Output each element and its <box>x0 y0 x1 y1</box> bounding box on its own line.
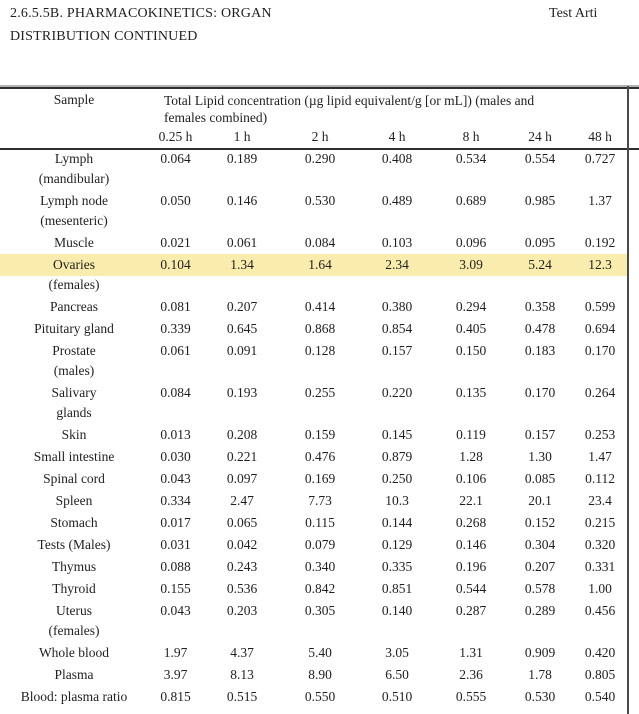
sample-label: Tests (Males) <box>37 537 111 552</box>
value-cell: 0.578 <box>524 581 556 596</box>
table-row <box>0 318 627 340</box>
value-cell: 6.50 <box>385 667 409 682</box>
value-cell: 0.815 <box>160 689 191 704</box>
concentration-group-header-text: Total Lipid concentration (µg lipid equivalent/g [or mL]) (males and females combined) <box>164 93 535 125</box>
empty-value-cell <box>148 622 203 642</box>
sample-label: Prostate <box>52 343 96 358</box>
value-cell: 0.334 <box>160 493 191 508</box>
empty-value-cell <box>359 404 435 424</box>
value-cell: 3.09 <box>435 254 507 276</box>
value-cell: 0.207 <box>226 299 258 314</box>
value-cell: 0.112 <box>585 471 615 486</box>
value-cell: 0.489 <box>381 193 413 208</box>
empty-value-cell <box>573 212 627 232</box>
value-cell: 0.081 <box>160 299 191 314</box>
value-cell: 0.144 <box>381 515 413 530</box>
sample-label: Ovaries <box>0 254 148 276</box>
sample-label: Pancreas <box>50 299 98 314</box>
time-header-cell: 8 h <box>462 129 480 144</box>
value-cell: 0.021 <box>160 235 191 250</box>
value-cell: 0.408 <box>381 151 413 166</box>
value-cell: 0.031 <box>160 537 191 552</box>
empty-value-cell <box>507 362 573 382</box>
concentration-group-header <box>148 90 627 128</box>
table-row <box>0 296 627 318</box>
value-cell: 0.043 <box>160 603 191 618</box>
value-cell: 22.1 <box>459 493 483 508</box>
value-cell: 10.3 <box>385 493 409 508</box>
value-cell: 1.34 <box>203 254 281 276</box>
value-cell: 1.28 <box>459 449 483 464</box>
value-cell: 1.30 <box>528 449 552 464</box>
empty-value-cell <box>435 212 507 232</box>
value-cell: 0.084 <box>304 235 336 250</box>
sample-sublabel: (females) <box>48 623 100 638</box>
value-cell: 0.540 <box>584 689 616 704</box>
value-cell: 0.243 <box>226 559 258 574</box>
table-top-rule-dark <box>0 87 639 89</box>
value-cell: 0.103 <box>381 235 413 250</box>
table-row <box>0 512 627 534</box>
sample-label: Lymph node <box>40 193 108 208</box>
table-row <box>0 340 627 362</box>
empty-value-cell <box>435 404 507 424</box>
time-header-cell: 0.25 h <box>158 129 193 144</box>
time-header-cell: 2 h <box>311 129 329 144</box>
value-cell: 0.420 <box>584 645 616 660</box>
value-cell: 0.135 <box>455 385 487 400</box>
table-row <box>0 490 627 512</box>
value-cell: 12.3 <box>573 254 627 276</box>
value-cell: 0.290 <box>304 151 336 166</box>
value-cell: 0.304 <box>524 537 556 552</box>
value-cell: 0.805 <box>584 667 616 682</box>
table-row <box>0 148 627 170</box>
sample-label: Salivary <box>51 385 97 400</box>
page-title-line1: 2.6.5.5B. PHARMACOKINETICS: ORGAN <box>10 6 272 21</box>
value-cell: 23.4 <box>588 493 612 508</box>
table-row-sublabel <box>0 362 627 382</box>
value-cell: 0.152 <box>524 515 556 530</box>
value-cell: 0.140 <box>381 603 413 618</box>
value-cell: 0.043 <box>160 471 191 486</box>
empty-value-cell <box>507 276 573 296</box>
table-row <box>0 254 627 276</box>
empty-value-cell <box>148 404 203 424</box>
value-cell: 0.339 <box>160 321 191 336</box>
value-cell: 0.985 <box>524 193 556 208</box>
table-row-sublabel <box>0 212 627 232</box>
value-cell: 2.36 <box>459 667 483 682</box>
value-cell: 0.091 <box>226 343 258 358</box>
empty-value-cell <box>203 276 281 296</box>
value-cell: 0.042 <box>226 537 258 552</box>
value-cell: 5.40 <box>308 645 332 660</box>
time-header-cell: 4 h <box>388 129 406 144</box>
value-cell: 0.013 <box>160 427 191 442</box>
value-cell: 0.128 <box>304 343 336 358</box>
empty-value-cell <box>281 404 359 424</box>
value-cell: 0.170 <box>584 343 616 358</box>
value-cell: 0.196 <box>455 559 487 574</box>
sample-label: Stomach <box>50 515 98 530</box>
value-cell: 0.555 <box>455 689 487 704</box>
value-cell: 0.215 <box>584 515 616 530</box>
table-row <box>0 468 627 490</box>
value-cell: 0.335 <box>381 559 413 574</box>
empty-value-cell <box>573 404 627 424</box>
value-cell: 0.017 <box>160 515 191 530</box>
sample-label: Thyroid <box>52 581 96 596</box>
value-cell: 4.37 <box>230 645 254 660</box>
empty-value-cell <box>435 622 507 642</box>
value-cell: 8.90 <box>308 667 332 682</box>
empty-value-cell <box>203 404 281 424</box>
value-cell: 2.34 <box>359 254 435 276</box>
value-cell: 0.192 <box>584 235 616 250</box>
value-cell: 0.689 <box>455 193 487 208</box>
empty-header-cell <box>0 128 148 148</box>
value-cell: 0.220 <box>381 385 413 400</box>
empty-value-cell <box>359 212 435 232</box>
empty-value-cell <box>507 622 573 642</box>
value-cell: 0.305 <box>304 603 336 618</box>
value-cell: 0.478 <box>524 321 556 336</box>
table-row <box>0 190 627 212</box>
value-cell: 0.207 <box>524 559 556 574</box>
value-cell: 0.320 <box>584 537 616 552</box>
header-row-group <box>0 90 627 128</box>
value-cell: 0.331 <box>584 559 616 574</box>
value-cell: 0.851 <box>381 581 413 596</box>
value-cell: 0.106 <box>455 471 487 486</box>
empty-value-cell <box>435 170 507 190</box>
value-cell: 0.534 <box>455 151 487 166</box>
sample-sublabel: (mesenteric) <box>40 213 108 228</box>
value-cell: 0.854 <box>381 321 413 336</box>
value-cell: 0.084 <box>160 385 191 400</box>
sample-label: Spleen <box>55 493 93 508</box>
value-cell: 0.909 <box>524 645 556 660</box>
value-cell: 0.510 <box>381 689 413 704</box>
value-cell: 0.842 <box>304 581 336 596</box>
value-cell: 0.268 <box>455 515 487 530</box>
value-cell: 0.157 <box>381 343 413 358</box>
empty-value-cell <box>148 212 203 232</box>
pharmacokinetics-table <box>0 90 627 708</box>
table-row-sublabel <box>0 622 627 642</box>
sample-sublabel: (mandibular) <box>38 171 110 186</box>
value-cell: 0.183 <box>524 343 556 358</box>
value-cell: 0.129 <box>381 537 413 552</box>
value-cell: 0.208 <box>226 427 258 442</box>
time-header-cell: 1 h <box>233 129 251 144</box>
value-cell: 0.255 <box>304 385 336 400</box>
value-cell: 0.550 <box>304 689 336 704</box>
value-cell: 7.73 <box>308 493 332 508</box>
value-cell: 0.169 <box>304 471 336 486</box>
value-cell: 0.203 <box>226 603 258 618</box>
empty-value-cell <box>573 362 627 382</box>
empty-value-cell <box>359 362 435 382</box>
value-cell: 0.097 <box>226 471 258 486</box>
value-cell: 0.064 <box>160 151 191 166</box>
sample-label: Spinal cord <box>43 471 105 486</box>
value-cell: 0.150 <box>455 343 487 358</box>
value-cell: 0.530 <box>524 689 556 704</box>
value-cell: 2.47 <box>230 493 254 508</box>
table-row-sublabel <box>0 404 627 424</box>
empty-value-cell <box>507 170 573 190</box>
table-right-rule <box>627 86 629 714</box>
empty-value-cell <box>281 276 359 296</box>
value-cell: 0.515 <box>226 689 258 704</box>
sample-sublabel: (females) <box>48 277 100 292</box>
empty-value-cell <box>573 622 627 642</box>
table-row <box>0 664 627 686</box>
value-cell: 0.694 <box>584 321 616 336</box>
value-cell: 0.599 <box>584 299 616 314</box>
value-cell: 0.145 <box>381 427 413 442</box>
value-cell: 0.221 <box>226 449 258 464</box>
empty-value-cell <box>281 170 359 190</box>
table-row <box>0 446 627 468</box>
value-cell: 1.47 <box>588 449 612 464</box>
value-cell: 0.530 <box>304 193 336 208</box>
sample-sublabel: (males) <box>53 363 95 378</box>
sample-sublabel: glands <box>56 405 92 420</box>
value-cell: 0.170 <box>524 385 556 400</box>
empty-value-cell <box>203 170 281 190</box>
value-cell: 0.250 <box>381 471 413 486</box>
value-cell: 1.31 <box>459 645 483 660</box>
time-header-cell: 24 h <box>528 129 552 144</box>
value-cell: 0.358 <box>524 299 556 314</box>
sample-label: Muscle <box>54 235 94 250</box>
value-cell: 0.294 <box>455 299 487 314</box>
value-cell: 0.456 <box>584 603 616 618</box>
table-row <box>0 556 627 578</box>
empty-value-cell <box>148 276 203 296</box>
value-cell: 0.050 <box>160 193 191 208</box>
page-header-right: Test Arti <box>549 6 598 21</box>
sample-label: Skin <box>61 427 87 442</box>
empty-value-cell <box>573 276 627 296</box>
sample-label: Blood: plasma ratio <box>20 689 128 704</box>
table-row <box>0 578 627 600</box>
value-cell: 1.64 <box>281 254 359 276</box>
empty-value-cell <box>203 212 281 232</box>
value-cell: 0.868 <box>304 321 336 336</box>
sample-label: Lymph <box>54 151 94 166</box>
empty-value-cell <box>573 170 627 190</box>
value-cell: 0.189 <box>226 151 258 166</box>
empty-value-cell <box>148 170 203 190</box>
empty-value-cell <box>435 276 507 296</box>
empty-value-cell <box>507 404 573 424</box>
value-cell: 0.115 <box>305 515 335 530</box>
empty-value-cell <box>148 362 203 382</box>
empty-value-cell <box>359 276 435 296</box>
table-row <box>0 686 627 708</box>
page-title-line2: DISTRIBUTION CONTINUED <box>10 29 198 44</box>
value-cell: 0.079 <box>304 537 336 552</box>
value-cell: 3.97 <box>163 667 188 682</box>
value-cell: 3.05 <box>385 645 409 660</box>
value-cell: 0.085 <box>524 471 556 486</box>
value-cell: 0.476 <box>304 449 336 464</box>
value-cell: 0.155 <box>160 581 191 596</box>
value-cell: 0.146 <box>455 537 487 552</box>
value-cell: 0.289 <box>524 603 556 618</box>
value-cell: 0.061 <box>160 343 191 358</box>
header-row-times <box>0 128 627 148</box>
value-cell: 0.544 <box>455 581 487 596</box>
table-row <box>0 534 627 556</box>
empty-value-cell <box>281 622 359 642</box>
value-cell: 1.37 <box>588 193 612 208</box>
value-cell: 0.096 <box>455 235 487 250</box>
table-row <box>0 600 627 622</box>
value-cell: 0.061 <box>226 235 258 250</box>
value-cell: 0.645 <box>226 321 258 336</box>
empty-value-cell <box>359 170 435 190</box>
sample-label: Uterus <box>56 603 92 618</box>
table-row <box>0 642 627 664</box>
empty-value-cell <box>281 212 359 232</box>
value-cell: 0.095 <box>524 235 556 250</box>
value-cell: 0.414 <box>304 299 336 314</box>
sample-column-header: Sample <box>53 92 95 107</box>
table-row-sublabel <box>0 276 627 296</box>
value-cell: 0.146 <box>226 193 258 208</box>
empty-value-cell <box>435 362 507 382</box>
value-cell: 0.536 <box>226 581 258 596</box>
value-cell: 1.78 <box>528 667 552 682</box>
value-cell: 0.380 <box>381 299 413 314</box>
value-cell: 0.088 <box>160 559 191 574</box>
value-cell: 0.193 <box>226 385 258 400</box>
value-cell: 1.00 <box>588 581 612 596</box>
value-cell: 0.253 <box>584 427 616 442</box>
value-cell: 1.97 <box>163 645 188 660</box>
value-cell: 0.879 <box>381 449 413 464</box>
empty-value-cell <box>507 212 573 232</box>
time-header-cell: 48 h <box>588 129 612 144</box>
sample-label: Pituitary gland <box>34 321 114 336</box>
value-cell: 0.264 <box>584 385 616 400</box>
sample-label: Small intestine <box>33 449 115 464</box>
value-cell: 0.727 <box>584 151 616 166</box>
empty-value-cell <box>203 362 281 382</box>
sample-label: Thymus <box>51 559 97 574</box>
value-cell: 8.13 <box>230 667 254 682</box>
value-cell: 0.287 <box>455 603 487 618</box>
value-cell: 5.24 <box>507 254 573 276</box>
empty-value-cell <box>203 622 281 642</box>
value-cell: 0.554 <box>524 151 556 166</box>
table-row-sublabel <box>0 170 627 190</box>
value-cell: 0.159 <box>304 427 336 442</box>
value-cell: 0.340 <box>304 559 336 574</box>
table-row <box>0 232 627 254</box>
sample-label: Whole blood <box>38 645 110 660</box>
value-cell: 0.065 <box>226 515 258 530</box>
value-cell: 20.1 <box>528 493 552 508</box>
table-row <box>0 382 627 404</box>
value-cell: 0.119 <box>456 427 486 442</box>
value-cell: 0.405 <box>455 321 487 336</box>
sample-label: Plasma <box>54 667 94 682</box>
empty-value-cell <box>359 622 435 642</box>
value-cell: 0.104 <box>148 254 203 276</box>
value-cell: 0.157 <box>524 427 556 442</box>
table-row <box>0 424 627 446</box>
value-cell: 0.030 <box>160 449 191 464</box>
data-rows <box>0 148 627 708</box>
empty-value-cell <box>281 362 359 382</box>
